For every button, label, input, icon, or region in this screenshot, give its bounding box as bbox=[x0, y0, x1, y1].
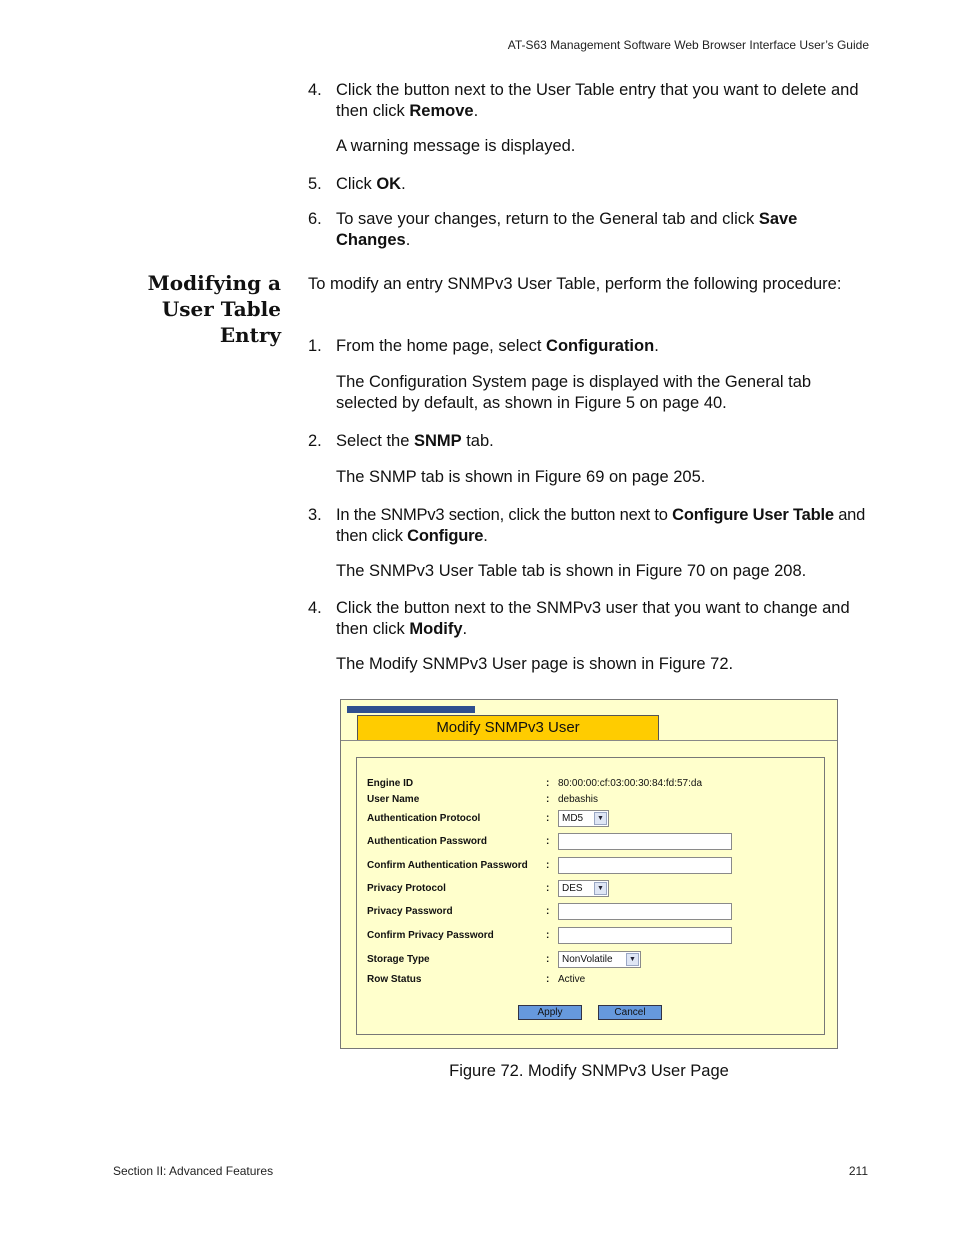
colon: : bbox=[546, 836, 550, 847]
colon: : bbox=[546, 906, 550, 917]
step-text: To save your changes, return to the General tab and click Save Changes. bbox=[336, 210, 798, 249]
confirm-auth-password-label: Confirm Authentication Password bbox=[367, 860, 528, 871]
figure-caption: Figure 72. Modify SNMPv3 User Page bbox=[449, 1062, 729, 1080]
colon: : bbox=[546, 954, 550, 965]
step-number: 4. bbox=[308, 599, 322, 617]
auth-protocol-select[interactable] bbox=[558, 810, 609, 827]
chevron-down-icon[interactable]: ▼ bbox=[594, 882, 607, 895]
confirm-auth-password-input[interactable] bbox=[558, 857, 732, 874]
auth-protocol-label: Authentication Protocol bbox=[367, 813, 481, 824]
colon: : bbox=[546, 813, 550, 824]
step-text: Select the SNMP tab. bbox=[336, 432, 494, 450]
colon: : bbox=[546, 860, 550, 871]
step-number: 4. bbox=[308, 81, 322, 99]
step-text: Click the button next to the SNMPv3 user that you want to change and then click Modify. bbox=[336, 599, 850, 638]
colon: : bbox=[546, 778, 550, 789]
user-name-value: debashis bbox=[558, 794, 599, 805]
colon: : bbox=[546, 794, 550, 805]
storage-type-selected: NonVolatile bbox=[562, 954, 613, 965]
step-number: 5. bbox=[308, 175, 322, 193]
page-number: 211 bbox=[848, 1164, 868, 1178]
row-status-value: Active bbox=[558, 974, 586, 985]
step-text: Click the button next to the User Table entry that you want to delete and then click Remove. bbox=[336, 81, 859, 120]
step-number: 6. bbox=[308, 210, 322, 228]
step-text: In the SNMPv3 section, click the button next to Configure User Table and then click Configure. bbox=[336, 506, 866, 545]
section-heading: Modifying a User Table Entry bbox=[147, 271, 281, 347]
colon: : bbox=[546, 930, 550, 941]
auth-password-input[interactable] bbox=[558, 833, 732, 850]
colon: : bbox=[546, 883, 550, 894]
engine-id-value: 80:00:00:cf:03:00:30:84:fd:57:da bbox=[558, 778, 703, 789]
privacy-protocol-selected: DES bbox=[562, 883, 583, 894]
step-text: From the home page, select Configuration. bbox=[336, 337, 659, 355]
figure-screenshot bbox=[340, 699, 838, 1049]
auth-password-label: Authentication Password bbox=[367, 836, 488, 847]
engine-id-label: Engine ID bbox=[367, 778, 414, 789]
section-intro: To modify an entry SNMPv3 User Table, perform the following procedure: bbox=[308, 275, 842, 293]
tab-modify-snmpv3-user[interactable]: Modify SNMPv3 User bbox=[357, 715, 659, 741]
tab-divider bbox=[341, 740, 837, 741]
step-number: 1. bbox=[308, 337, 322, 355]
tab-strip bbox=[347, 706, 475, 713]
chevron-down-icon[interactable]: ▼ bbox=[594, 812, 607, 825]
cancel-button[interactable]: Cancel bbox=[598, 1005, 662, 1020]
storage-type-label: Storage Type bbox=[367, 954, 430, 965]
step-note: The SNMPv3 User Table tab is shown in Figure 70 on page 208. bbox=[336, 562, 807, 580]
step-note: A warning message is displayed. bbox=[336, 137, 576, 155]
privacy-password-label: Privacy Password bbox=[367, 906, 453, 917]
step-number: 3. bbox=[308, 506, 322, 524]
privacy-protocol-label: Privacy Protocol bbox=[367, 883, 446, 894]
chevron-down-icon[interactable]: ▼ bbox=[626, 953, 639, 966]
step-note: The Modify SNMPv3 User page is shown in Figure 72. bbox=[336, 655, 734, 673]
confirm-privacy-password-input[interactable] bbox=[558, 927, 732, 944]
step-text: Click OK. bbox=[336, 175, 406, 193]
step-note: The SNMP tab is shown in Figure 69 on page 205. bbox=[336, 468, 706, 486]
privacy-protocol-select[interactable] bbox=[558, 880, 609, 897]
privacy-password-input[interactable] bbox=[558, 903, 732, 920]
user-form bbox=[356, 757, 825, 1035]
confirm-privacy-password-label: Confirm Privacy Password bbox=[367, 930, 494, 941]
step-note: The Configuration System page is displayed with the General tab selected by default, as shown in Figure 5 on page 40. bbox=[336, 373, 812, 412]
storage-type-select[interactable] bbox=[558, 951, 641, 968]
running-header: AT-S63 Management Software Web Browser Interface User’s Guide bbox=[507, 38, 869, 52]
step-number: 2. bbox=[308, 432, 322, 450]
footer-section: Section II: Advanced Features bbox=[113, 1164, 274, 1178]
user-name-label: User Name bbox=[367, 794, 420, 805]
auth-protocol-selected: MD5 bbox=[562, 813, 584, 824]
apply-button[interactable]: Apply bbox=[518, 1005, 582, 1020]
row-status-label: Row Status bbox=[367, 974, 422, 985]
colon: : bbox=[546, 974, 550, 985]
